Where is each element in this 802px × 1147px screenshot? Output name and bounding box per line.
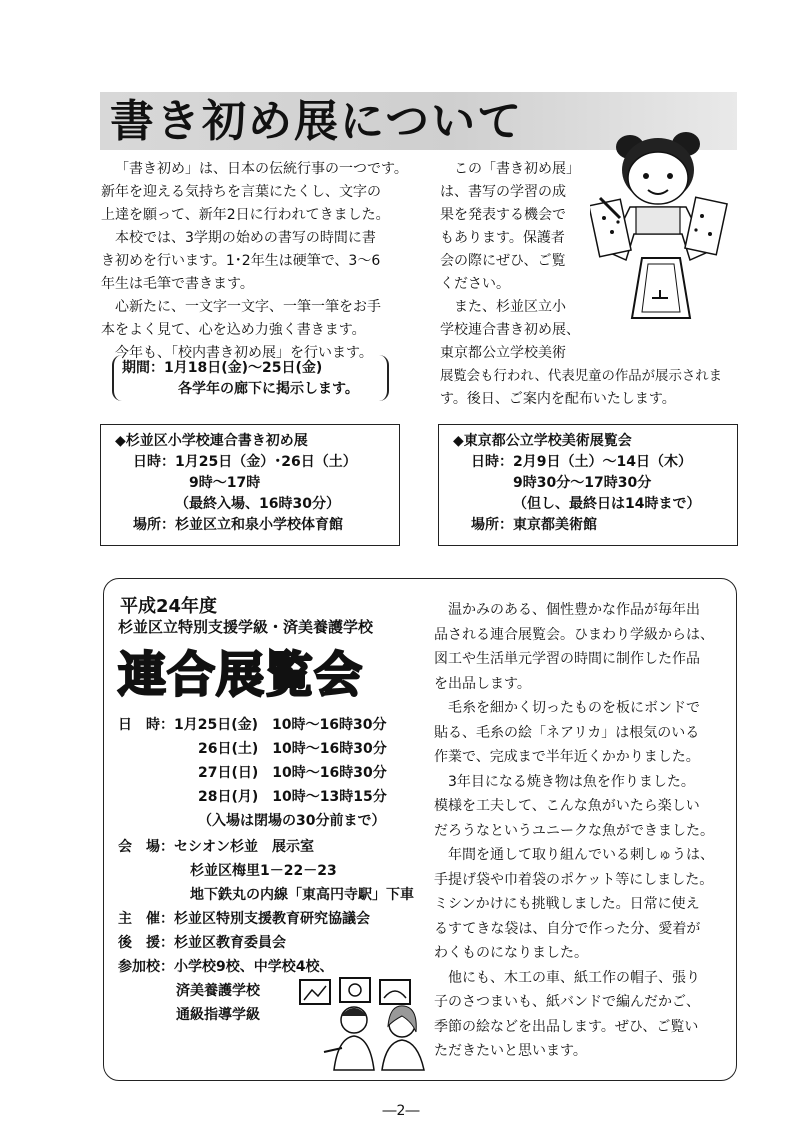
exhibit-year: 平成24年度 bbox=[120, 596, 218, 617]
body-line: 品される連合展覧会。ひまわり学級からは、 bbox=[434, 626, 714, 643]
page-number: ―2― bbox=[382, 1103, 420, 1119]
body-line: だろうなというユニークな魚ができました。 bbox=[434, 822, 714, 839]
info-line: 主 催：杉並区特別支援教育研究協議会 bbox=[118, 911, 370, 927]
info-line: 通級指導学級 bbox=[176, 1007, 260, 1023]
intro-line: この「書き初め展」 bbox=[454, 161, 580, 177]
info-line: 参加校：小学校9校、中学校4校、 bbox=[118, 959, 334, 975]
info-line: 26日(土) 10時～16時30分 bbox=[198, 741, 387, 757]
intro-line: 本校では、3学期の始めの書写の時間に書 bbox=[115, 230, 376, 246]
body-line: 模様を工夫して、こんな魚がいたら楽しい bbox=[434, 798, 700, 814]
body-line: 作業で、完成まで半年近くかかりました。 bbox=[434, 749, 700, 765]
intro-line: また、杉並区立小 bbox=[454, 299, 566, 315]
info-line: 28日(月) 10時～13時15分 bbox=[198, 789, 387, 805]
intro-line: 上達を願って、新年2日に行われてきました。 bbox=[101, 207, 390, 223]
body-line: ただきたいと思います。 bbox=[434, 1043, 587, 1059]
intro-line: ください。 bbox=[440, 276, 510, 292]
gallery-visitors-illustration bbox=[298, 972, 438, 1072]
body-line: 手提げ袋や巾着袋のポケット等にしました。 bbox=[434, 871, 714, 888]
exhibit-name: 連合展覧会 bbox=[118, 647, 364, 703]
box-place: 場所：東京都美術館 bbox=[471, 517, 597, 533]
box-place: 場所：杉並区立和泉小学校体育館 bbox=[133, 517, 343, 533]
body-line: を出品します。 bbox=[434, 675, 531, 692]
intro-line: は、書写の学習の成 bbox=[440, 184, 566, 200]
body-line: 温かみのある、個性豊かな作品が毎年出 bbox=[448, 602, 700, 618]
intro-line: 会の際にぜひ、ご覧 bbox=[440, 253, 566, 269]
intro-line: 新年を迎える気持ちを言葉にたくし、文字の bbox=[101, 184, 381, 200]
exhibit-organizer: 杉並区立特別支援学級・済美養護学校 bbox=[118, 618, 374, 636]
body-line: 毛糸を細かく切ったものを板にボンドで bbox=[448, 700, 700, 716]
body-line: 図工や生活単元学習の時間に制作した作品 bbox=[434, 651, 700, 667]
intro-line: き初めを行います。1･2年生は硬筆で、3～6 bbox=[101, 253, 381, 269]
calligraphy-girl-illustration bbox=[590, 122, 740, 327]
body-line: 3年目になる焼き物は魚を作りました。 bbox=[448, 773, 695, 790]
box-time: 9時30分～17時30分 bbox=[513, 475, 652, 491]
box-heading: ◆杉並区小学校連合書き初め展 bbox=[115, 433, 308, 449]
tokyo-exhibition-box bbox=[438, 424, 738, 546]
info-line: 日 時：1月25日(金) 10時～16時30分 bbox=[118, 717, 387, 733]
body-line: わくものになりました。 bbox=[434, 945, 588, 961]
page-title: 書き初め展について bbox=[110, 96, 524, 147]
intro-line: 果を発表する機会で bbox=[440, 207, 566, 223]
period-bracket bbox=[112, 355, 389, 401]
info-line: 会 場：セシオン杉並 展示室 bbox=[118, 839, 314, 855]
period-note: 各学年の廊下に掲示します。 bbox=[178, 381, 359, 397]
box-date: 日時：1月25日（金）･26日（土） bbox=[133, 454, 357, 470]
box-heading: ◆東京都公立学校美術展覧会 bbox=[453, 433, 632, 449]
period-dates: 期間：1月18日(金)～25日(金) bbox=[122, 360, 323, 376]
info-line: 27日(日) 10時～16時30分 bbox=[198, 765, 387, 781]
box-note: （但し、最終日は14時まで） bbox=[513, 496, 701, 512]
info-line: 後 援：杉並区教育委員会 bbox=[118, 935, 286, 951]
body-line: 季節の絵などを出品します。ぜひ、ご覧い bbox=[434, 1018, 699, 1035]
intro-line: 心新たに、一文字一文字、一筆一筆をお手 bbox=[115, 299, 381, 315]
exhibit-body bbox=[434, 598, 714, 1064]
info-line: 杉並区梅里1－22－23 bbox=[190, 863, 337, 879]
box-date: 日時：2月9日（土）～14日（木） bbox=[471, 454, 692, 470]
body-line: 年間を通して取り組んでいる刺しゅうは、 bbox=[448, 847, 714, 863]
box-note: （最終入場、16時30分） bbox=[175, 496, 340, 512]
suginami-exhibition-box bbox=[100, 424, 400, 546]
body-line: ミシンかけにも挑戦しました。日常に使え bbox=[434, 896, 700, 912]
intro-line: 今年も、「校内書き初め展」を行います。 bbox=[115, 345, 373, 361]
body-line: るすてきな袋は、自分で作った分、愛着が bbox=[434, 920, 701, 937]
intro-left-column bbox=[101, 158, 408, 365]
intro-line: 学校連合書き初め展、 bbox=[440, 322, 580, 338]
intro-line: 東京都公立学校美術 bbox=[440, 345, 566, 361]
box-time: 9時～17時 bbox=[189, 475, 261, 491]
intro-line: す。後日、ご案内を配布いたします。 bbox=[440, 391, 676, 407]
body-line: 貼る、毛糸の絵「ネアリカ」は根気のいる bbox=[434, 724, 700, 741]
info-line: 済美養護学校 bbox=[176, 983, 260, 999]
intro-line: 「書き初め」は、日本の伝統行事の一つです。 bbox=[115, 161, 408, 177]
info-line: （入場は閉場の30分前まで） bbox=[198, 813, 386, 829]
info-line: 地下鉄丸の内線「東高円寺駅」下車 bbox=[190, 887, 414, 903]
intro-line: もあります。保護者 bbox=[440, 230, 565, 246]
body-line: 子のさつまいも、紙バンドで編んだかご、 bbox=[434, 994, 700, 1010]
intro-line: 本をよく見て、心を込め力強く書きます。 bbox=[101, 322, 366, 338]
intro-line: 年生は毛筆で書きます。 bbox=[101, 276, 254, 292]
intro-line: 展覧会も行われ、代表児童の作品が展示されま bbox=[440, 369, 723, 384]
body-line: 他にも、木工の車、紙工作の帽子、張り bbox=[448, 969, 700, 986]
